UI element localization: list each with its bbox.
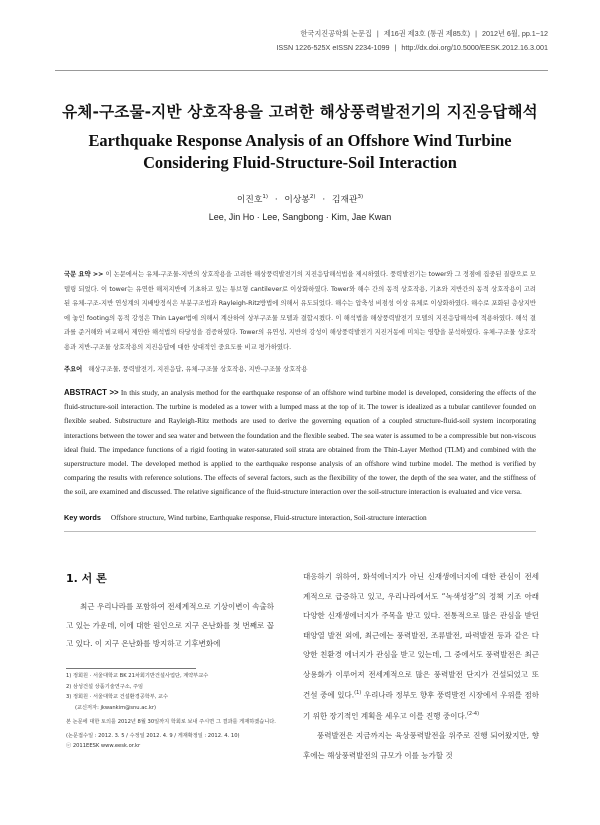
abstract-korean: [64, 268, 536, 356]
abstract-korean-heading: 국문 요약 >>: [64, 271, 104, 278]
header-divider: [55, 70, 548, 71]
authors-english: Lee, Jin Ho · Lee, Sangbong · Kim, Jae Kwan: [208, 212, 392, 222]
author-name: 이상봉: [284, 195, 310, 205]
abstract-divider: [64, 531, 536, 532]
keywords-korean: [64, 364, 536, 373]
author-affiliation-mark: 3): [357, 194, 364, 201]
footnote: (교신저자: jkwankim@snu.ac.kr): [75, 705, 157, 712]
footnotes: [66, 671, 278, 752]
body-column-right: [303, 567, 539, 765]
abstract-korean-text: 이 논문에서는 유체-구조물-지반의 상호작용을 고려한 해상풍력발전기의 지진응답해석법을 제시하였다. 풍력발전기는 tower와 그 정점에 집중된 질량으로 모델링 되었다. 이 tower는 유연한 해저지반에 기초하고 있는 튜브형 cantilever로 이상화하였다. Tower와 해수 간의 동적 상호작용, 기초와 지반간의 동적 상호작용이 고려된 유체-구조-지반 연성계의 지배방정식은 부분구조법과 Rayleigh-Ritz방법에 의해서 유도되었다. 해수는 압축성 비점성 이상 유체로 이상화하였다. 해수로 포화된 층상지반에 놓인 footing의 동적 강성은 Thin Layer법에 의해서 계산하여 상부구조물 모델과 결합시켰다. 이 해석법을 해상풍력발전기 모델의 지진응답해석에 적용하였다. 해석 결과를 준거해와 비교해서 제안한 해석법의 타당성을 검증하였다. Tower의 유연성, 지반의 강성이 해상풍력발전기 지진거동에 미치는 영향을 분석하였다. 유체-구조물 상호작용과 지반-구조물 상호작용의 지진응답에 대한 상대적인 중요도를 비교 평가하였다.: [64, 271, 536, 351]
abstract-english-heading: ABSTRACT >>: [64, 388, 119, 397]
journal-issue: 제16권 제3호 (통권 제85호): [383, 29, 471, 38]
abstract-english-text: In this study, an analysis method for the earthquake response of an offshore wind turbine model is developed, considering the effects of the fluid-structure-soil interaction. The turbine is modeled as a tower with a lumped mass at the top of it. The tower is idealized as a tubular cantilever founded on flexible seabed. Substructure and Rayleigh-Ritz methods are used to derive the governing equation of a coupled structure-fluid-soil system incorporating interactions between the tower and sea water and between the foundation and the flexible seabed. The sea water is assumed to be a compressible but non-viscous ideal fluid. The impedance functions of a rigid footing in water-saturated soil strata are obtained from the Thin-Layer Method (TLM) and combined with the superstructure model. The developed method is applied to the earthquake response analysis of an offshore wind turbine model. The method is verified by comparing the results with reference solutions. The effects of several factors, such as the flexibility of the tower, the depth of the sea water, and the stiffness of the soil, are examined and discussed. The relative significance of the fluid-structure interaction over the soil-structure interaction is evaluated and vice versa.: [64, 388, 537, 497]
author-affiliation-mark: 2): [309, 194, 316, 201]
author-name: 김재관: [331, 195, 358, 205]
citation-mark: (2-4): [466, 711, 480, 717]
author-affiliation-mark: 1): [262, 194, 269, 201]
footnote-discussion: 본 논문에 대한 토의를 2012년 8월 30일까지 학회로 보내 주시면 그 결과를 게재하겠습니다.: [66, 718, 276, 725]
footnote-dates: (논문접수일 : 2012. 3. 5 / 수정일 2012. 4. 9 / 게재확정일 : 2012. 4. 10): [66, 732, 240, 739]
body-column-left: [66, 598, 274, 654]
body-text: 대응하기 위하여, 화석에너지가 아닌 신재생에너지에 대한 관심이 전세계적으로 급증하고 있고, 우리나라에서도 “녹색성장”의 정책 기조 아래 다양한 신재생에너지가 주목을 받고 있다. 전통적으로 많은 관심을 받던 태양열 발전 외에, 최근에는 풍력발전, 조류발전, 파력발전 등과 같은 다양한 친환경 에너지가 관심을 받고 있는데, 그 중에서도 풍력발전은 최근 상용화가 이루어져 전세계적으로 많은 풍력발전 단지가 건설되었고 또 건설 중에 있다.: [303, 572, 539, 700]
journal-date-pages: 2012년 6월, pp.1~12: [481, 29, 548, 38]
section-heading-introduction: 1. 서 론: [66, 572, 107, 585]
footnote-copyright: ⓒ 2011EESK www.eesk.or.kr: [66, 743, 141, 750]
author-separator: ·: [322, 195, 326, 205]
journal-doi[interactable]: http://dx.doi.org/10.5000/EESK.2012.16.3.001: [401, 43, 548, 52]
journal-name: 한국지진공학회 논문집: [300, 29, 372, 38]
abstract-english: [64, 386, 536, 500]
keywords-english-heading: Key words: [64, 513, 101, 522]
body-paragraph: 풍력발전은 지금까지는 육상풍력발전을 위주로 진행 되어왔지만, 향후에는 해상풍력발전의 규모가 이를 능가할 것: [303, 731, 539, 760]
footnote: 1) 정회원 · 서울대학교 BK 21차회기반건설사업단, 계약부교수: [66, 673, 209, 679]
keywords-korean-heading: 주요어: [64, 366, 83, 373]
author-separator: ·: [274, 195, 278, 205]
keywords-korean-text: 해상구조물, 풍력발전기, 지진응답, 유체-구조물 상호작용, 지반-구조물 상호작용: [88, 366, 308, 373]
journal-header: 한국지진공학회 논문집 | 제16권 제3호 (통권 제85호) | 2012년 6월, pp.1~12 ISSN 1226-525X eISSN 2234-1099 | http://dx.doi.org/10.5000/EESK.2012.16.3.001: [276, 29, 548, 52]
footnote: 3) 정회원 · 서울대학교 건설환경공학부, 교수: [66, 694, 169, 701]
footnote-rule: [66, 668, 196, 669]
footnote: 2) 삼성건설 상품기술연구소, 주임: [66, 683, 144, 690]
citation-mark: (1): [354, 690, 362, 696]
body-text: 우리나라 정부도 향후 풍력발전 시장에서 우위를 점하기 위한 장기적인 계획을 세우고 이를 진행 중이다.: [303, 690, 540, 721]
paper-title-korean: 유체-구조물-지반 상호작용을 고려한 해상풍력발전기의 지진응답해석: [62, 103, 538, 121]
journal-issn: ISSN 1226-525X eISSN 2234-1099: [276, 43, 390, 52]
keywords-english: [64, 513, 536, 522]
keywords-english-text: Offshore structure, Wind turbine, Earthquake response, Fluid-structure interaction, Soil-structure interaction: [110, 513, 427, 522]
author-name: 이진호: [236, 195, 263, 205]
authors-korean: [0, 192, 600, 205]
body-paragraph: 최근 우리나라를 포함하여 전세계적으로 기상이변이 속출하고 있는 가운데, 이에 대한 원인으로 지구 온난화를 첫 번째로 꼽고 있다. 이 지구 온난화를 방지하고 기후변화에: [66, 602, 274, 649]
paper-title-english: Earthquake Response Analysis of an Offshore Wind Turbine Considering Fluid-Structure-Soil Interaction: [88, 131, 512, 172]
body-paragraph: [303, 567, 539, 726]
